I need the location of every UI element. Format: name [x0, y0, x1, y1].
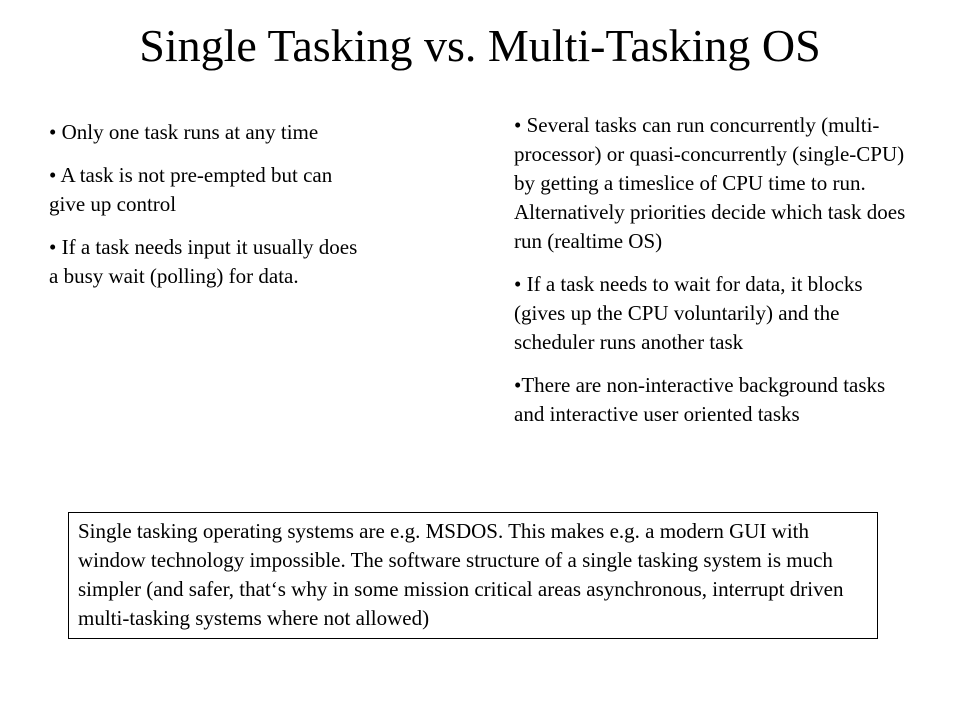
- bullet-single-one-task: • Only one task runs at any time: [49, 120, 319, 144]
- bullet-multi-background: •There are non-interactive background tasks and interactive user oriented tasks: [514, 373, 886, 426]
- bullet-multi-blocks: • If a task needs to wait for data, it blocks (gives up the CPU voluntarily) and the scheduler runs another task: [514, 272, 863, 354]
- slide-title: Single Tasking vs. Multi-Tasking OS: [139, 20, 821, 71]
- multi-tasking-column: [514, 111, 906, 443]
- bullet-multi-concurrent: • Several tasks can run concurrently (multi-processor) or quasi-concurrently (single-CPU) by getting a timeslice of CPU time to run. Alternatively priorities decide which task does run (realtime OS): [514, 113, 906, 253]
- single-tasking-column: [49, 118, 369, 305]
- bullet-single-not-preempted: • A task is not pre-empted but can give up control: [49, 163, 333, 216]
- note-box: Single tasking operating systems are e.g. MSDOS. This makes e.g. a modern GUI with window technology impossible. The software structure of a single tasking system is much simpler (and safer, that‘s why in some mission critical areas asynchronous, interrupt driven multi-tasking systems where not allowed): [68, 512, 878, 639]
- bullet-single-busy-wait: • If a task needs input it usually does a busy wait (polling) for data.: [49, 235, 358, 288]
